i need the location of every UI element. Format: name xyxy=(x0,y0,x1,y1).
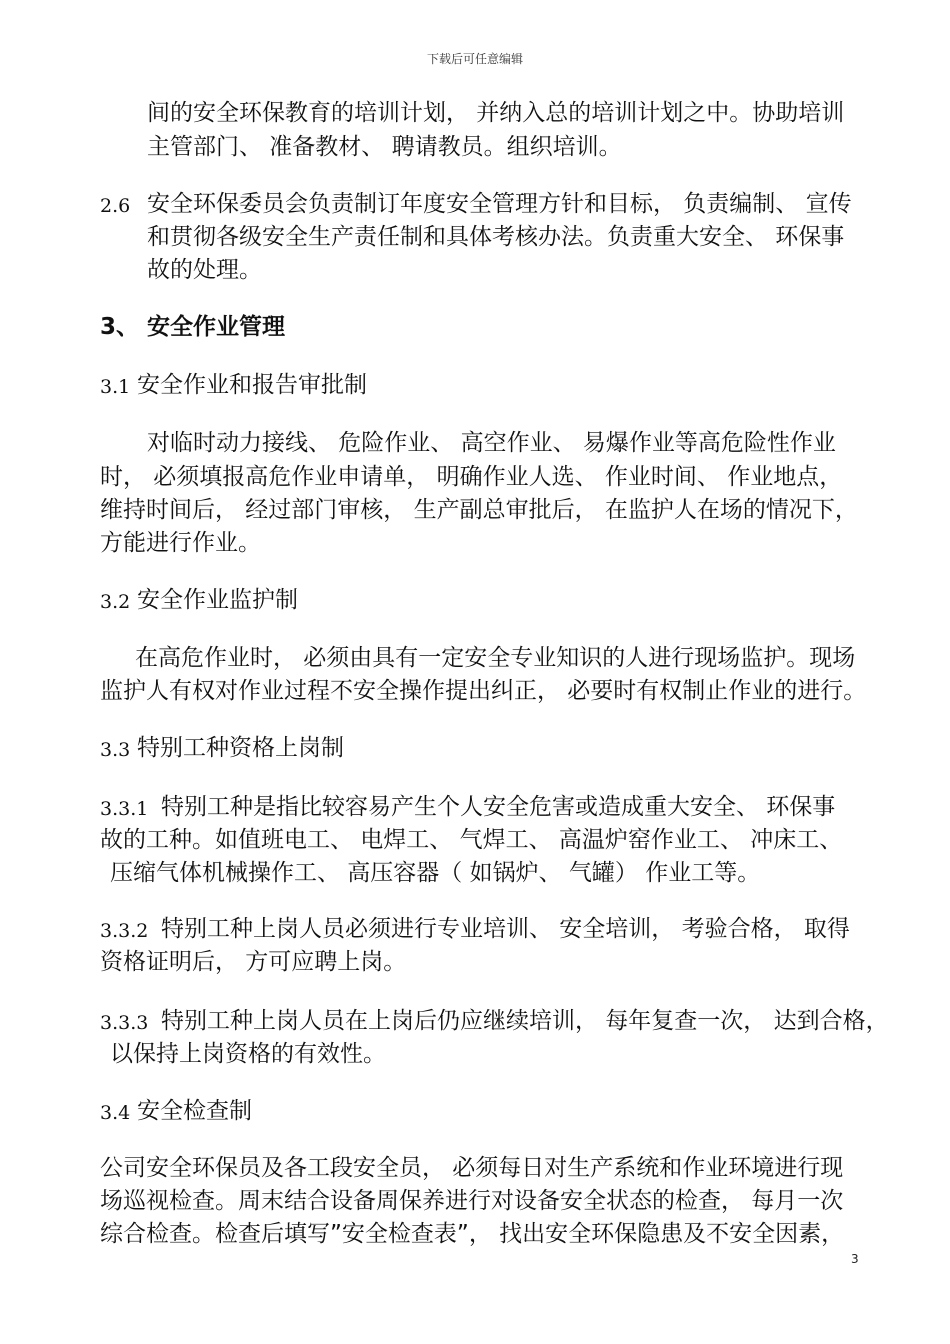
text-line: 安全环保委员会负责制订年度安全管理方针和目标， 负责编制、 宣传 xyxy=(147,191,852,217)
text-line: 主管部门、 准备教材、 聘请教员。组织培训。 xyxy=(147,134,622,160)
text-line: 间的安全环保教育的培训计划， 并纳入总的培训计划之中。协助培训 xyxy=(147,100,845,126)
text-line: 方能进行作业。 xyxy=(100,530,261,556)
text-line: 对临时动力接线、 危险作业、 高空作业、 易爆作业等高危险性作业 xyxy=(147,430,836,456)
text-line: 故的工种。如值班电工、 电焊工、 气焊工、 高温炉窑作业工、 冲床工、 xyxy=(100,827,843,853)
page-number: 3 xyxy=(851,1252,859,1266)
section-number: 3.1 xyxy=(100,376,131,398)
section-number: 3.4 xyxy=(100,1102,131,1124)
page-header: 下载后可任意编辑 xyxy=(426,52,523,66)
text-line: 特别工种是指比较容易产生个人安全危害或造成重大安全、 环保事 xyxy=(161,794,836,820)
section-title: 安全检查制 xyxy=(137,1098,252,1124)
section-number: 3.3.3 xyxy=(100,1012,149,1034)
text-line: 特别工种上岗人员必须进行专业培训、 安全培训， 考验合格， 取得 xyxy=(161,916,850,942)
section-number: 3.3 xyxy=(100,739,131,761)
text-line: 压缩气体机械操作工、 高压容器（ 如锅炉、 气罐） 作业工等。 xyxy=(110,860,761,886)
text-line: 维持时间后， 经过部门审核， 生产副总审批后， 在监护人在场的情况下， xyxy=(100,497,858,523)
text-line: 资格证明后， 方可应聘上岗。 xyxy=(100,949,407,975)
text-line: 监护人有权对作业过程不安全操作提出纠正， 必要时有权制止作业的进行。 xyxy=(100,678,867,704)
text-line: 特别工种上岗人员在上岗后仍应继续培训， 每年复查一次， 达到合格， xyxy=(161,1008,889,1034)
section-title: 特别工种资格上岗制 xyxy=(137,735,344,761)
text-line: 公司安全环保员及各工段安全员， 必须每日对生产系统和作业环境进行现 xyxy=(100,1155,844,1181)
section-number: 3.3.1 xyxy=(100,798,149,820)
text-line: 场巡视检查。周末结合设备周保养进行对设备安全状态的检查， 每月一次 xyxy=(100,1188,844,1214)
text-line: 和贯彻各级安全生产责任制和具体考核办法。负责重大安全、 环保事 xyxy=(147,224,845,250)
section-title: 安全作业监护制 xyxy=(137,587,298,613)
section-heading: 3、 安全作业管理 xyxy=(100,314,286,340)
text-line: 综合检查。检查后填写”安全检查表”， 找出安全环保隐患及不安全因素， xyxy=(100,1221,845,1247)
section-number: 3.2 xyxy=(100,591,131,613)
section-title: 安全作业和报告审批制 xyxy=(137,372,367,398)
text-line: 故的处理。 xyxy=(147,257,262,283)
text-line: 时， 必须填报高危作业申请单， 明确作业人选、 作业时间、 作业地点， xyxy=(100,464,843,490)
text-line: 以保持上岗资格的有效性。 xyxy=(110,1041,386,1067)
text-line: 在高危作业时， 必须由具有一定安全专业知识的人进行现场监护。现场 xyxy=(135,645,856,671)
section-number: 3.3.2 xyxy=(100,920,149,942)
section-number: 2.6 xyxy=(100,195,131,217)
